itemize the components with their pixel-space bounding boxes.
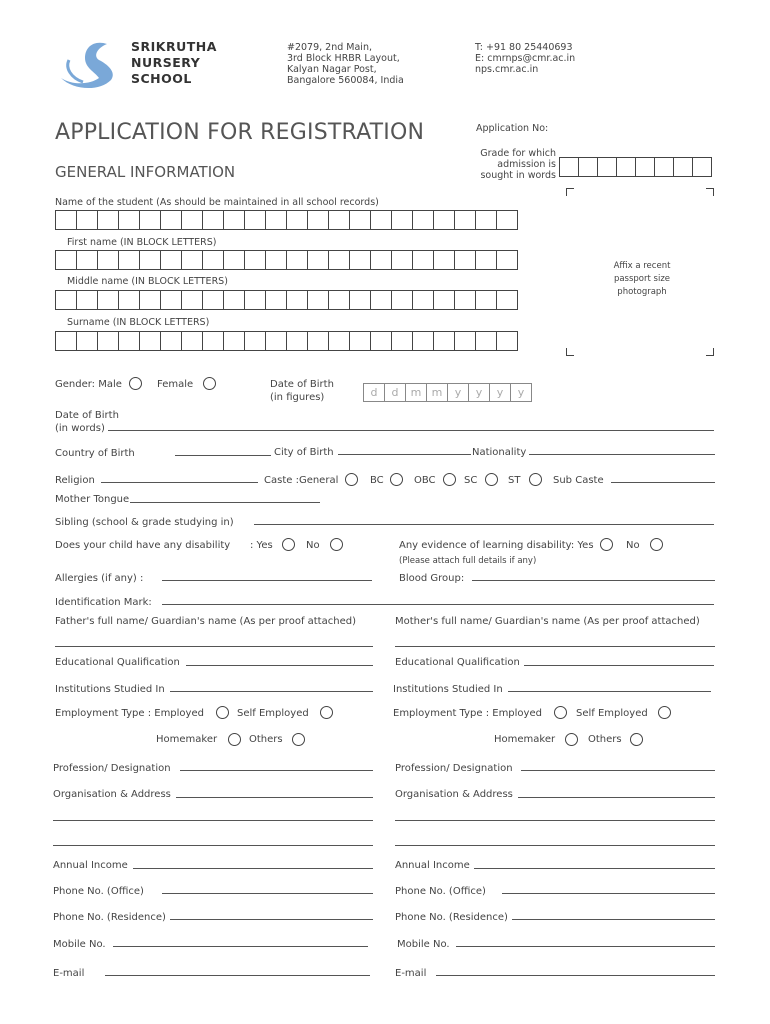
letter-box[interactable] — [223, 331, 245, 351]
father-phone-res-line[interactable] — [170, 919, 373, 920]
bc-label: BC — [370, 475, 384, 486]
grade-box[interactable] — [578, 157, 598, 177]
swan-icon — [55, 38, 125, 92]
letter-box[interactable] — [55, 290, 77, 310]
dob-figures-label: Date of Birth (in figures) — [270, 379, 334, 403]
id-mark-line[interactable] — [162, 604, 714, 605]
photo-corner — [706, 348, 714, 356]
letter-box[interactable] — [55, 331, 77, 351]
letter-box[interactable] — [202, 250, 224, 270]
letter-box[interactable] — [412, 210, 434, 230]
gender-label: Gender: Male — [55, 379, 122, 390]
letter-box[interactable] — [328, 331, 350, 351]
surname-boxes[interactable] — [55, 331, 517, 351]
grade-box[interactable] — [597, 157, 617, 177]
st-label: ST — [508, 475, 521, 486]
disability-no-label: No — [306, 540, 320, 551]
obc-radio[interactable] — [443, 473, 456, 486]
mother-email-label: E-mail — [395, 968, 427, 979]
letter-box[interactable] — [454, 210, 476, 230]
grade-box[interactable] — [559, 157, 579, 177]
dob-words-label: Date of Birth (in words) — [55, 410, 119, 434]
photo-corner — [566, 348, 574, 356]
allergies-line[interactable] — [162, 580, 372, 581]
mother-income-line[interactable] — [474, 868, 715, 869]
school-contact: T: +91 80 25440693 E: cmrnps@cmr.ac.in nps.cmr.ac.in — [475, 42, 576, 75]
letter-box[interactable] — [160, 290, 182, 310]
mother-others-radio[interactable] — [630, 733, 643, 746]
religion-label: Religion — [55, 475, 95, 486]
letter-box[interactable] — [328, 290, 350, 310]
middle-name-label: Middle name (IN BLOCK LETTERS) — [67, 276, 228, 287]
first-name-boxes[interactable] — [55, 210, 517, 230]
letter-box[interactable] — [139, 331, 161, 351]
mother-education-line[interactable] — [524, 665, 714, 666]
disability-yes-radio[interactable] — [282, 538, 295, 551]
grade-box[interactable] — [654, 157, 674, 177]
attach-note: (Please attach full details if any) — [399, 556, 537, 566]
letter-box[interactable] — [370, 290, 392, 310]
photo-corner — [566, 188, 574, 196]
mother-homemaker-radio[interactable] — [565, 733, 578, 746]
father-mobile-line[interactable] — [113, 946, 368, 947]
mother-phone-res-label: Phone No. (Residence) — [395, 912, 508, 923]
mother-employment-label: Employment Type : Employed — [393, 708, 542, 719]
father-self-employed-label: Self Employed — [237, 708, 309, 719]
city-label: City of Birth — [274, 447, 334, 458]
father-organisation-line-2[interactable] — [53, 820, 373, 821]
learning-no-radio[interactable] — [650, 538, 663, 551]
sibling-line[interactable] — [254, 524, 714, 525]
letter-box[interactable] — [391, 210, 413, 230]
father-others-radio[interactable] — [292, 733, 305, 746]
letter-box[interactable] — [433, 331, 455, 351]
photo-label: Affix a recent passport size photograph — [613, 261, 671, 297]
letter-box[interactable] — [181, 290, 203, 310]
letter-box[interactable] — [307, 331, 329, 351]
sub-caste-line[interactable] — [611, 482, 715, 483]
letter-box[interactable] — [55, 250, 77, 270]
page-title: APPLICATION FOR REGISTRATION — [55, 120, 425, 145]
letter-box[interactable] — [160, 331, 182, 351]
blood-group-label: Blood Group: — [399, 573, 465, 584]
mother-profession-label: Profession/ Designation — [395, 763, 513, 774]
letter-box[interactable] — [160, 250, 182, 270]
letter-box[interactable] — [181, 331, 203, 351]
mother-homemaker-label: Homemaker — [494, 734, 556, 745]
general-radio[interactable] — [345, 473, 358, 486]
letter-box[interactable] — [475, 290, 497, 310]
letter-box[interactable] — [454, 290, 476, 310]
mother-tongue-label: Mother Tongue — [55, 494, 130, 505]
mother-organisation-line-2[interactable] — [395, 820, 715, 821]
grade-label: Grade for which admission is sought in words — [480, 148, 556, 181]
letter-box[interactable] — [496, 331, 518, 351]
mother-email-line[interactable] — [436, 975, 715, 976]
letter-box[interactable] — [244, 250, 266, 270]
city-line[interactable] — [338, 454, 471, 455]
letter-box[interactable] — [97, 331, 119, 351]
letter-box[interactable] — [433, 290, 455, 310]
father-self-employed-radio[interactable] — [320, 706, 333, 719]
bc-radio[interactable] — [390, 473, 403, 486]
dob-words-line[interactable] — [108, 430, 714, 431]
mother-others-label: Others — [588, 734, 622, 745]
st-radio[interactable] — [529, 473, 542, 486]
religion-line[interactable] — [101, 482, 258, 483]
student-name-label: Name of the student (As should be maintained in all school records) — [55, 197, 379, 208]
mother-tongue-line[interactable] — [130, 502, 320, 503]
learning-no-label: No — [626, 540, 640, 551]
father-profession-line[interactable] — [180, 770, 373, 771]
letter-box[interactable] — [181, 210, 203, 230]
school-name: SRIKRUTHA NURSERY SCHOOL — [131, 39, 217, 86]
mother-institutions-line[interactable] — [508, 691, 711, 692]
mother-phone-office-label: Phone No. (Office) — [395, 886, 486, 897]
letter-box[interactable] — [244, 331, 266, 351]
section-title: GENERAL INFORMATION — [55, 163, 236, 181]
nationality-line[interactable] — [529, 454, 715, 455]
letter-box[interactable] — [412, 290, 434, 310]
country-label: Country of Birth — [55, 448, 135, 459]
mother-organisation-label: Organisation & Address — [395, 789, 513, 800]
letter-box[interactable] — [202, 290, 224, 310]
letter-box[interactable] — [328, 210, 350, 230]
letter-box[interactable] — [76, 250, 98, 270]
father-homemaker-label: Homemaker — [156, 734, 218, 745]
father-education-line[interactable] — [186, 665, 373, 666]
obc-label: OBC — [414, 475, 436, 486]
letter-box[interactable] — [202, 331, 224, 351]
letter-box[interactable] — [349, 210, 371, 230]
father-profession-label: Profession/ Designation — [53, 763, 171, 774]
father-others-label: Others — [249, 734, 283, 745]
mother-education-label: Educational Qualification — [395, 657, 520, 668]
letter-box[interactable] — [391, 331, 413, 351]
letter-box[interactable] — [97, 210, 119, 230]
father-organisation-line-3[interactable] — [53, 845, 373, 846]
letter-box[interactable] — [55, 210, 77, 230]
letter-box[interactable] — [139, 250, 161, 270]
letter-box[interactable] — [244, 210, 266, 230]
letter-box[interactable] — [412, 250, 434, 270]
letter-box[interactable] — [475, 250, 497, 270]
sibling-label: Sibling (school & grade studying in) — [55, 517, 234, 528]
letter-box[interactable] — [118, 250, 140, 270]
id-mark-label: Identification Mark: — [55, 597, 152, 608]
father-homemaker-radio[interactable] — [228, 733, 241, 746]
letter-box[interactable] — [265, 250, 287, 270]
letter-box[interactable] — [370, 331, 392, 351]
letter-box[interactable] — [307, 210, 329, 230]
letter-box[interactable] — [160, 210, 182, 230]
sc-label: SC — [464, 475, 478, 486]
sub-caste-label: Sub Caste — [553, 475, 604, 486]
father-phone-office-line[interactable] — [162, 893, 373, 894]
middle-name-boxes[interactable] — [55, 250, 517, 270]
letter-box[interactable] — [475, 210, 497, 230]
sc-radio[interactable] — [485, 473, 498, 486]
letter-box[interactable] — [202, 210, 224, 230]
letter-box[interactable] — [139, 290, 161, 310]
mother-institutions-label: Institutions Studied In — [393, 684, 503, 695]
mother-phone-office-line[interactable] — [502, 893, 715, 894]
letter-box[interactable] — [223, 210, 245, 230]
mother-income-label: Annual Income — [395, 860, 470, 871]
application-no-label: Application No: — [476, 123, 549, 134]
father-employment-label: Employment Type : Employed — [55, 708, 204, 719]
letter-box[interactable] — [223, 290, 245, 310]
mother-self-employed-label: Self Employed — [576, 708, 648, 719]
letter-box[interactable] — [391, 290, 413, 310]
grade-boxes[interactable] — [559, 157, 711, 177]
father-institutions-line[interactable] — [170, 691, 373, 692]
mother-self-employed-radio[interactable] — [658, 706, 671, 719]
school-address: #2079, 2nd Main, 3rd Block HRBR Layout, Kalyan Nagar Post, Bangalore 560084, India — [287, 42, 404, 86]
female-label: Female — [157, 379, 194, 390]
letter-box[interactable] — [76, 331, 98, 351]
letter-box[interactable] — [370, 250, 392, 270]
grade-box[interactable] — [692, 157, 712, 177]
letter-box[interactable] — [454, 250, 476, 270]
country-line[interactable] — [175, 455, 271, 456]
letter-box[interactable] — [139, 210, 161, 230]
mother-profession-line[interactable] — [521, 770, 715, 771]
father-employed-radio[interactable] — [216, 706, 229, 719]
mother-organisation-line-3[interactable] — [395, 845, 715, 846]
letter-box[interactable] — [97, 250, 119, 270]
surname-boxes-top[interactable] — [55, 290, 517, 310]
letter-box[interactable] — [286, 210, 308, 230]
letter-box[interactable] — [265, 290, 287, 310]
father-income-label: Annual Income — [53, 860, 128, 871]
father-organisation-label: Organisation & Address — [53, 789, 171, 800]
letter-box[interactable] — [496, 210, 518, 230]
mother-mobile-label: Mobile No. — [397, 939, 450, 950]
learning-yes-radio[interactable] — [600, 538, 613, 551]
disability-no-radio[interactable] — [330, 538, 343, 551]
letter-box[interactable] — [118, 210, 140, 230]
mother-name-line[interactable] — [395, 646, 715, 647]
father-organisation-line[interactable] — [176, 797, 373, 798]
letter-box[interactable] — [118, 331, 140, 351]
photo-corner — [706, 188, 714, 196]
mother-phone-res-line[interactable] — [512, 919, 715, 920]
disability-yes-label: : Yes — [250, 540, 273, 551]
letter-box[interactable] — [496, 250, 518, 270]
father-mobile-label: Mobile No. — [53, 939, 106, 950]
disability-label: Does your child have any disability — [55, 540, 231, 551]
mother-employed-radio[interactable] — [554, 706, 567, 719]
male-radio[interactable] — [129, 377, 142, 390]
father-education-label: Educational Qualification — [55, 657, 180, 668]
letter-box[interactable] — [223, 250, 245, 270]
letter-box[interactable] — [76, 210, 98, 230]
letter-box[interactable] — [286, 250, 308, 270]
letter-box[interactable] — [307, 290, 329, 310]
father-name-line[interactable] — [55, 646, 373, 647]
letter-box[interactable] — [433, 250, 455, 270]
letter-box[interactable] — [433, 210, 455, 230]
letter-box[interactable] — [265, 210, 287, 230]
letter-box[interactable] — [307, 250, 329, 270]
letter-box[interactable] — [76, 290, 98, 310]
letter-box[interactable] — [265, 331, 287, 351]
surname-label: Surname (IN BLOCK LETTERS) — [67, 317, 210, 328]
grade-box[interactable] — [635, 157, 655, 177]
letter-box[interactable] — [286, 290, 308, 310]
mother-name-label: Mother's full name/ Guardian's name (As per proof attached) — [395, 616, 700, 627]
nationality-label: Nationality — [472, 447, 527, 458]
letter-box[interactable] — [349, 290, 371, 310]
father-email-line[interactable] — [105, 975, 370, 976]
father-institutions-label: Institutions Studied In — [55, 684, 165, 695]
letter-box[interactable] — [412, 331, 434, 351]
letter-box[interactable] — [328, 250, 350, 270]
mother-mobile-line[interactable] — [456, 946, 715, 947]
caste-label: Caste :General — [264, 475, 339, 486]
father-phone-office-label: Phone No. (Office) — [53, 886, 144, 897]
letter-box[interactable] — [454, 331, 476, 351]
blood-group-line[interactable] — [472, 580, 715, 581]
grade-box[interactable] — [616, 157, 636, 177]
letter-box[interactable] — [475, 331, 497, 351]
grade-box[interactable] — [673, 157, 693, 177]
letter-box[interactable] — [496, 290, 518, 310]
letter-box[interactable] — [370, 210, 392, 230]
father-name-label: Father's full name/ Guardian's name (As per proof attached) — [55, 616, 356, 627]
learning-disability-label: Any evidence of learning disability: Yes — [399, 540, 594, 551]
letter-box[interactable] — [97, 290, 119, 310]
letter-box[interactable] — [118, 290, 140, 310]
letter-box[interactable] — [286, 331, 308, 351]
father-email-label: E-mail — [53, 968, 85, 979]
letter-box[interactable] — [349, 250, 371, 270]
allergies-label: Allergies (if any) : — [55, 573, 144, 584]
letter-box[interactable] — [391, 250, 413, 270]
letter-box[interactable] — [244, 290, 266, 310]
female-radio[interactable] — [203, 377, 216, 390]
first-name-label: First name (IN BLOCK LETTERS) — [67, 237, 217, 248]
mother-organisation-line[interactable] — [518, 797, 715, 798]
dob-boxes[interactable]: d d m m y y y y — [363, 383, 531, 402]
father-phone-res-label: Phone No. (Residence) — [53, 912, 166, 923]
father-income-line[interactable] — [133, 868, 373, 869]
letter-box[interactable] — [181, 250, 203, 270]
letter-box[interactable] — [349, 331, 371, 351]
